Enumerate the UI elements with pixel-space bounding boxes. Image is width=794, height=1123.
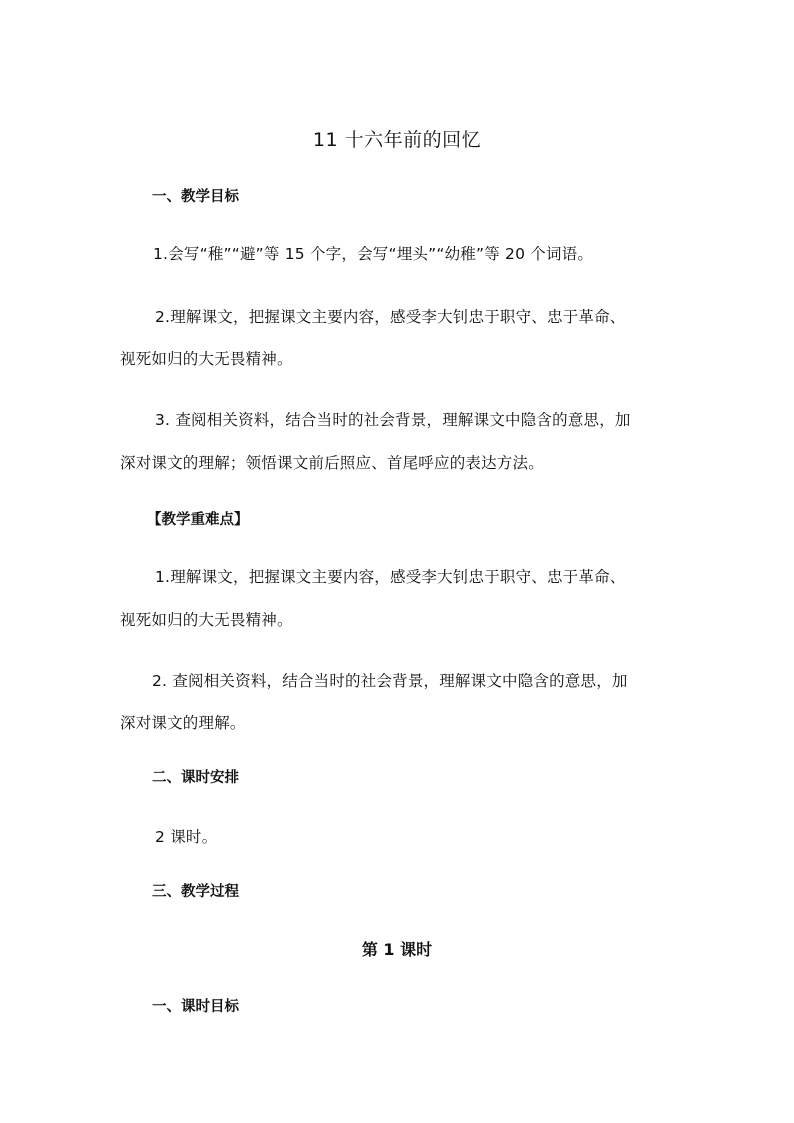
goal-1-line: 1.会写“稚”“避”等 15 个字，会写“埋头”“幼稚”等 20 个词语。	[153, 245, 594, 263]
class-hours-text: 2 课时。	[155, 828, 218, 846]
goal-3-line-2: 深对课文的理解；领悟课文前后照应、首尾呼应的表达方法。	[120, 454, 544, 472]
goal-2-line-2: 视死如归的大无畏精神。	[120, 350, 293, 368]
key-point-2-line-2: 深对课文的理解。	[120, 714, 246, 732]
section-heading-key-points: 【教学重难点】	[147, 512, 249, 528]
key-point-1-line-1: 1.理解课文，把握课文主要内容，感受李大钊忠于职守、忠于革命、	[155, 568, 626, 586]
goal-3-line-1: 3. 查阅相关资料，结合当时的社会背景，理解课文中隐含的意思，加	[155, 411, 631, 429]
lesson-title: 第 1 课时	[361, 940, 433, 959]
section-heading-teaching-goals: 一、教学目标	[152, 189, 239, 205]
section-heading-class-hours: 二、课时安排	[152, 770, 239, 786]
key-point-1-line-2: 视死如归的大无畏精神。	[120, 611, 293, 629]
goal-2-line-1: 2.理解课文，把握课文主要内容，感受李大钊忠于职守、忠于革命、	[155, 308, 626, 326]
subsection-heading-lesson-goals: 一、课时目标	[152, 999, 239, 1015]
key-point-2-line-1: 2. 查阅相关资料，结合当时的社会背景，理解课文中隐含的意思，加	[152, 672, 628, 690]
document-title: 11 十六年前的回忆	[312, 129, 482, 151]
section-heading-teaching-process: 三、教学过程	[152, 884, 239, 900]
